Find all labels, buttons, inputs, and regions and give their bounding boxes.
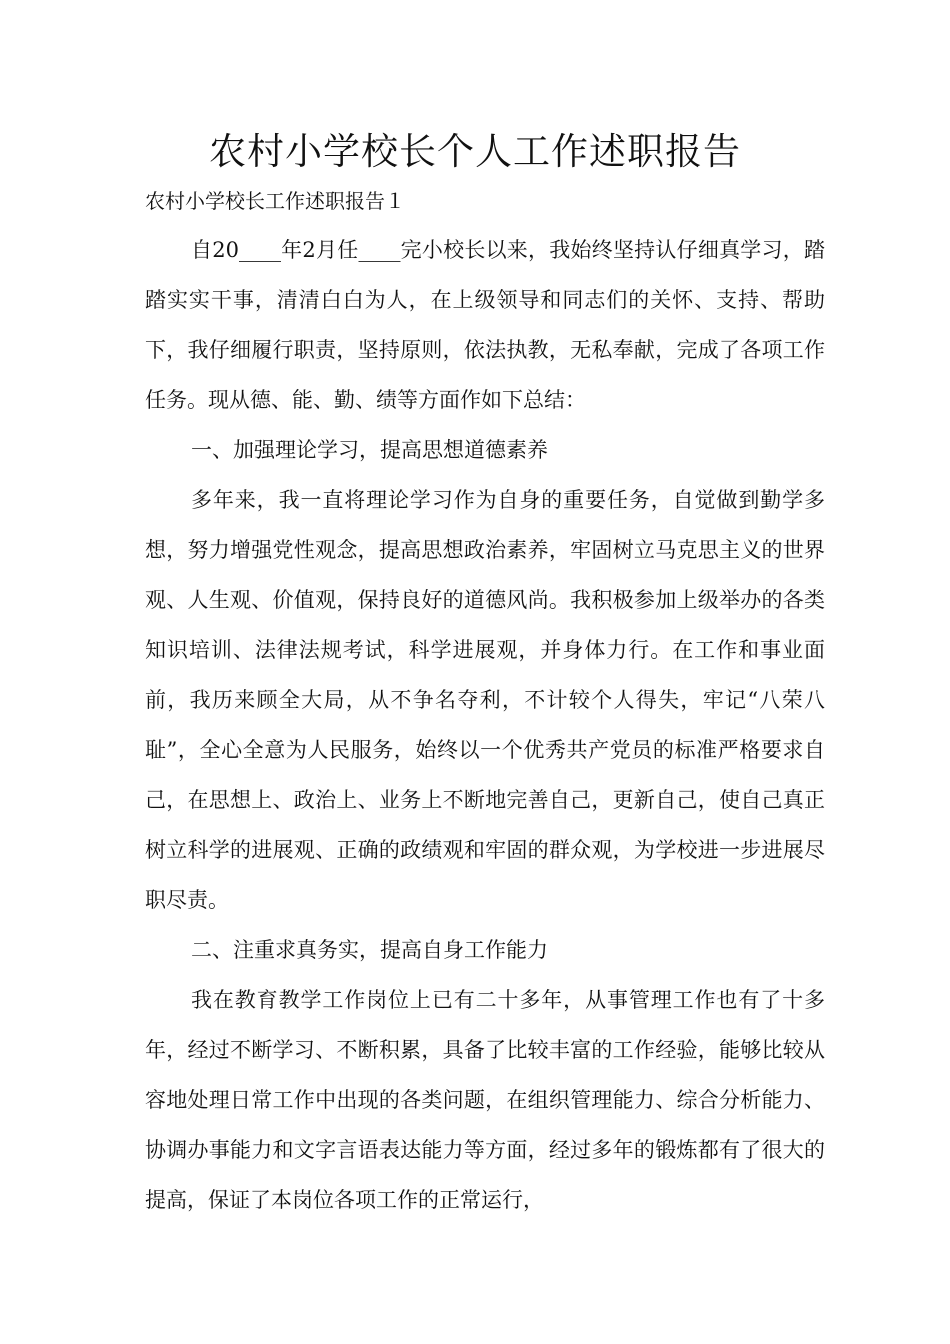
document-title: 农村小学校长个人工作述职报告 (209, 130, 741, 173)
document-subtitle: 农村小学校长工作述职报告１ (145, 189, 405, 213)
paragraph-intro: 自20____年2月任____完小校长以来，我始终坚持认仔细真学习，踏踏实实干事，清清白白为人，在上级领导和同志们的关怀、支持、帮助下，我仔细履行职责，坚持原则，依法执教，无私奉献，完成了各项工作任务。现从德、能、勤、绩等方面作如下总结： (145, 238, 825, 412)
section-heading-1: 一、加强理论学习，提高思想道德素养 (191, 438, 548, 462)
paragraph-section-2: 我在教育教学工作岗位上已有二十多年，从事管理工作也有了十多年，经过不断学习、不断积累，具备了比较丰富的工作经验，能够比较从容地处理日常工作中出现的各类问题，在组织管理能力、综合分析能力、协调办事能力和文字言语表达能力等方面，经过多年的锻炼都有了很大的提高，保证了本岗位各项工作的正常运行， (145, 988, 825, 1212)
section-heading-2: 二、注重求真务实，提高自身工作能力 (191, 938, 548, 962)
paragraph-section-1: 多年来，我一直将理论学习作为自身的重要任务，自觉做到勤学多想，努力增强党性观念，提高思想政治素养，牢固树立马克思主义的世界观、人生观、价值观，保持良好的道德风尚。我积极参加上级举办的各类知识培训、法律法规考试，科学进展观，并身体力行。在工作和事业面前，我历来顾全大局，从不争名夺利，不计较个人得失，牢记“八荣八耻”，全心全意为人民服务，始终以一个优秀共产党员的标准严格要求自己，在思想上、政治上、业务上不断地完善自己，更新自己，使自己真正树立科学的进展观、正确的政绩观和牢固的群众观，为学校进一步进展尽职尽责。 (145, 488, 825, 912)
